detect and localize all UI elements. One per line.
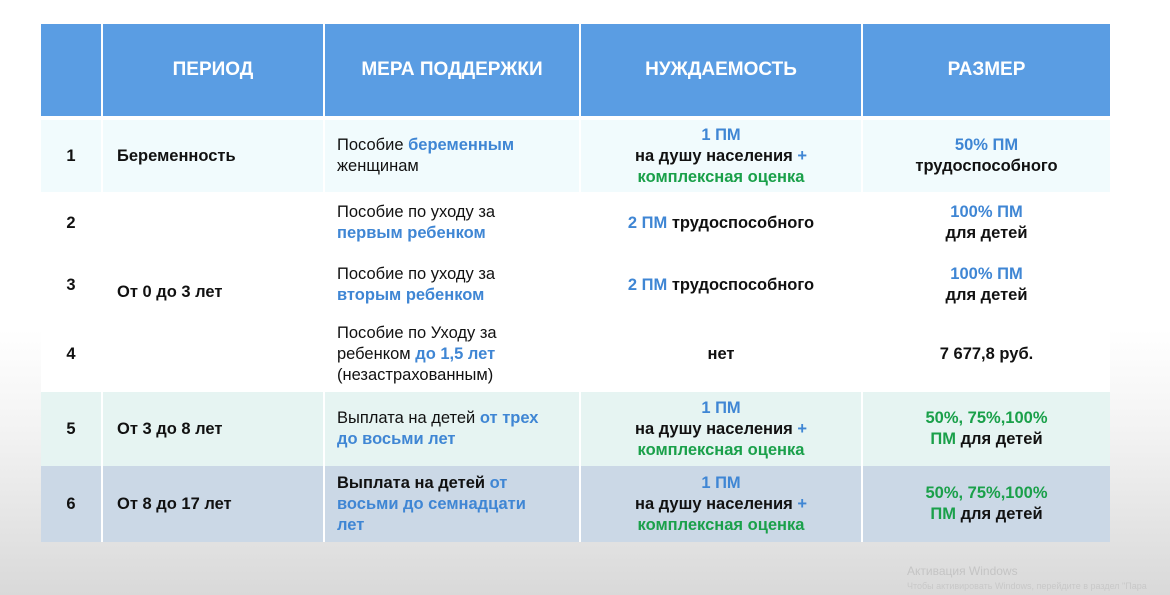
header-cell-period: ПЕРИОД bbox=[101, 24, 323, 116]
need-text: на душу населения bbox=[635, 494, 793, 513]
row-number-text: 5 bbox=[66, 419, 76, 438]
measure-text: (незастрахованным) bbox=[337, 365, 494, 384]
need-assessment: комплексная оценка bbox=[637, 440, 805, 459]
row-6-period bbox=[101, 466, 323, 542]
row-number-text: 3 bbox=[66, 275, 76, 294]
plus-sign: + bbox=[792, 419, 807, 438]
row-6-number bbox=[41, 466, 101, 542]
header-cell-size: РАЗМЕР bbox=[861, 24, 1110, 116]
size-text: для детей bbox=[956, 430, 1043, 448]
row-5-period bbox=[101, 392, 323, 466]
row-3-need bbox=[579, 254, 861, 316]
period-text: От 0 до 3 лет bbox=[117, 282, 223, 301]
size-value: 7 677,8 руб. bbox=[939, 344, 1034, 363]
row-1-measure bbox=[323, 120, 579, 192]
size-unit: ПМ bbox=[930, 505, 956, 523]
measure-text: женщинам bbox=[337, 157, 419, 175]
activation-watermark-title: Активация Windows bbox=[907, 564, 1018, 578]
row-2-measure bbox=[323, 192, 579, 254]
row-number-text: 2 bbox=[66, 213, 76, 232]
size-text: для детей bbox=[945, 224, 1028, 242]
row-2-number bbox=[41, 192, 101, 254]
row-5-size bbox=[861, 392, 1110, 466]
measure-highlight: от bbox=[489, 473, 508, 492]
measure-highlight: до восьми лет bbox=[337, 430, 456, 448]
row-3-measure bbox=[323, 254, 579, 316]
row-5-measure bbox=[323, 392, 579, 466]
row-4-need bbox=[579, 316, 861, 392]
measure-highlight: от трех bbox=[479, 409, 539, 427]
measure-text: Выплата на детей bbox=[337, 473, 490, 492]
row-3-size bbox=[861, 254, 1110, 316]
header-cell-number bbox=[41, 24, 101, 116]
measure-highlight: до 1,5 лет bbox=[415, 344, 496, 363]
row-6-need bbox=[579, 466, 861, 542]
row-5-need bbox=[579, 392, 861, 466]
need-text: трудоспособного bbox=[667, 275, 815, 294]
row-4-number bbox=[41, 316, 101, 392]
row-2-size bbox=[861, 192, 1110, 254]
header-cell-measure: МЕРА ПОДДЕРЖКИ bbox=[323, 24, 579, 116]
size-value: 50%, 75%,100% bbox=[925, 409, 1048, 427]
need-text: нет bbox=[707, 344, 735, 363]
support-table bbox=[41, 24, 1109, 542]
row-number-text: 1 bbox=[66, 146, 76, 165]
row-4-measure bbox=[323, 316, 579, 392]
size-text: трудоспособного bbox=[915, 157, 1058, 175]
size-text: для детей bbox=[956, 505, 1043, 523]
row-3-number bbox=[41, 254, 101, 316]
need-pm-value: 1 ПМ bbox=[701, 125, 741, 144]
need-pm-value: 1 ПМ bbox=[701, 473, 741, 492]
need-text: на душу населения bbox=[635, 419, 793, 438]
period-text: Беременность bbox=[117, 146, 236, 165]
row-1-number bbox=[41, 120, 101, 192]
size-value: 50% ПМ bbox=[954, 136, 1019, 154]
activation-watermark-text: Чтобы активировать Windows, перейдите в раздел "Пара bbox=[907, 581, 1147, 591]
need-assessment: комплексная оценка bbox=[637, 167, 805, 186]
row-number-text: 6 bbox=[66, 494, 76, 513]
need-pm-value: 2 ПМ bbox=[627, 275, 668, 294]
measure-text: Пособие по Уходу за bbox=[337, 323, 497, 342]
measure-highlight: восьми до семнадцати bbox=[337, 494, 526, 513]
size-value: 100% ПМ bbox=[950, 265, 1023, 283]
measure-highlight: беременным bbox=[408, 136, 515, 154]
measure-highlight: вторым ребенком bbox=[337, 286, 485, 304]
measure-highlight: первым ребенком bbox=[337, 224, 486, 242]
measure-highlight: лет bbox=[337, 515, 365, 534]
size-text: для детей bbox=[945, 286, 1028, 304]
header-cell-need: НУЖДАЕМОСТЬ bbox=[579, 24, 861, 116]
row-number-text: 4 bbox=[66, 344, 76, 363]
row-2-4-period bbox=[101, 192, 323, 392]
row-5-number bbox=[41, 392, 101, 466]
plus-sign: + bbox=[792, 494, 807, 513]
measure-text: Пособие по уходу за bbox=[337, 203, 496, 221]
size-value: 100% ПМ bbox=[950, 203, 1023, 221]
need-pm-value: 1 ПМ bbox=[701, 398, 741, 417]
row-6-measure bbox=[323, 466, 579, 542]
measure-text: Пособие по уходу за bbox=[337, 265, 496, 283]
size-unit: ПМ bbox=[930, 430, 956, 448]
measure-text: Выплата на детей bbox=[337, 409, 480, 427]
period-text: От 8 до 17 лет bbox=[117, 494, 232, 513]
need-text: трудоспособного bbox=[667, 213, 815, 232]
need-text: на душу населения bbox=[635, 146, 793, 165]
plus-sign: + bbox=[792, 146, 807, 165]
row-6-size bbox=[861, 466, 1110, 542]
row-2-need bbox=[579, 192, 861, 254]
measure-text: ребенком bbox=[337, 344, 416, 363]
row-1-need bbox=[579, 120, 861, 192]
size-value: 50%, 75%,100% bbox=[925, 484, 1048, 502]
measure-text: Пособие bbox=[337, 136, 409, 154]
period-text: От 3 до 8 лет bbox=[117, 419, 223, 438]
need-assessment: комплексная оценка bbox=[637, 515, 805, 534]
need-pm-value: 2 ПМ bbox=[627, 213, 668, 232]
row-1-period bbox=[101, 120, 323, 192]
row-1-size bbox=[861, 120, 1110, 192]
row-4-size bbox=[861, 316, 1110, 392]
